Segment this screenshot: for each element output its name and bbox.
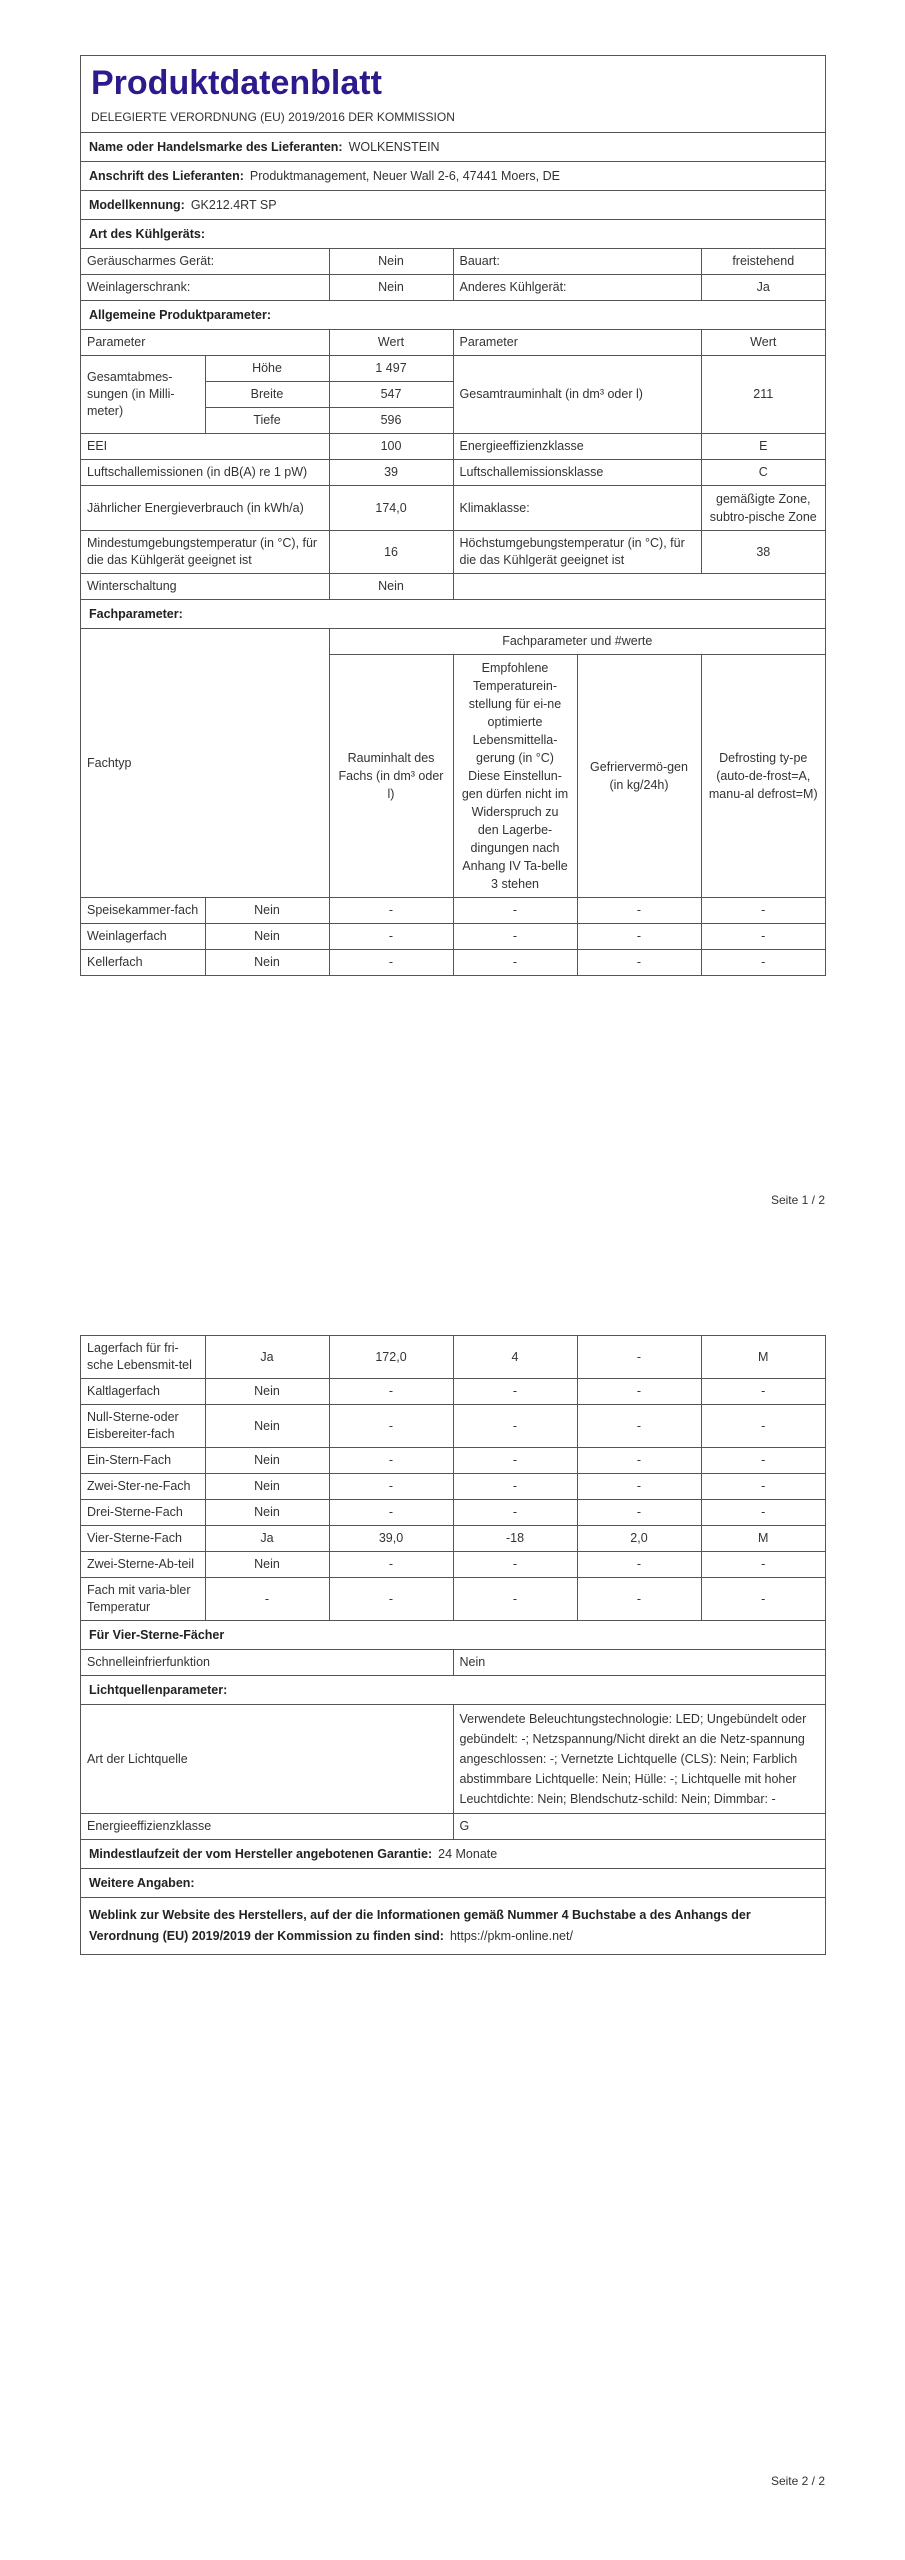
compartment-present: - (205, 1578, 329, 1621)
eei-value: 100 (329, 434, 453, 460)
compartment-present: Ja (205, 1526, 329, 1552)
winter-label: Winterschaltung (81, 574, 329, 600)
compartment-volume: - (329, 1578, 453, 1621)
supplier-address-row (81, 162, 825, 191)
width-label: Breite (205, 382, 329, 408)
compartment-freeze: - (577, 1448, 701, 1474)
four-star-table-wrap (81, 1650, 825, 1676)
compartment-defrost: - (701, 1448, 825, 1474)
table-row (81, 531, 825, 574)
table-row (81, 1552, 825, 1578)
table-row (81, 1405, 825, 1448)
dimensions-label: Gesamtabmes-sungen (in Milli-meter) (81, 356, 205, 434)
width-value: 547 (329, 382, 453, 408)
total-volume-label: Gesamtrauminhalt (in dm³ oder l) (453, 356, 701, 434)
light-class-value: G (453, 1814, 825, 1840)
consumption-label: Jährlicher Energieverbrauch (in kWh/a) (81, 486, 329, 531)
noise-value: 39 (329, 460, 453, 486)
compartment-defrost: - (701, 1474, 825, 1500)
compartment-name: Lagerfach für fri-sche Lebensmit-tel (81, 1336, 205, 1379)
compartment-defrost: - (701, 950, 825, 976)
compartment-present: Nein (205, 1474, 329, 1500)
compartment-temp: - (453, 924, 577, 950)
compartment-temp: - (453, 898, 577, 924)
table-row (81, 1448, 825, 1474)
compartment-defrost: - (701, 898, 825, 924)
supplier-brand-value: WOLKENSTEIN (348, 140, 440, 154)
compartment-defrost: - (701, 1578, 825, 1621)
compartment-temp: 4 (453, 1336, 577, 1379)
wine-cabinet-label: Weinlagerschrank: (81, 275, 329, 301)
compartment-volume: - (329, 1474, 453, 1500)
compartment-name: Kaltlagerfach (81, 1379, 205, 1405)
empty-cell (453, 574, 825, 600)
compartment-volume: - (329, 1448, 453, 1474)
quick-freeze-value: Nein (453, 1650, 825, 1675)
compartment-table-wrap (81, 629, 825, 975)
more-info-row (81, 1869, 825, 1898)
light-class-label: Energieeffizienzklasse (81, 1814, 453, 1840)
design-value: freistehend (701, 249, 825, 275)
compartment-present: Nein (205, 924, 329, 950)
general-params-section (81, 301, 825, 330)
compartment-name: Speisekammer-fach (81, 898, 205, 924)
compartment-freeze: - (577, 1500, 701, 1526)
consumption-value: 174,0 (329, 486, 453, 531)
table-row (81, 574, 825, 600)
noise-label: Luftschallemissionen (in dB(A) re 1 pW) (81, 460, 329, 486)
quick-freeze-label: Schnelleinfrierfunktion (81, 1650, 453, 1675)
weblink-row (81, 1898, 825, 1954)
model-row (81, 191, 825, 220)
more-info-label: Weitere Angaben: (89, 1876, 195, 1890)
model-value: GK212.4RT SP (190, 198, 277, 212)
table-row (81, 434, 825, 460)
compartment-params-section (81, 600, 825, 629)
compartment-defrost: - (701, 1552, 825, 1578)
light-section (81, 1676, 825, 1705)
noise-class-value: C (701, 460, 825, 486)
col-defrost-header: Defrosting ty-pe (auto-de-frost=A, manu-al defrost=M) (701, 655, 825, 898)
header-value-2: Wert (701, 330, 825, 356)
col-volume-header: Rauminhalt des Fachs (in dm³ oder l) (329, 655, 453, 898)
datasheet-page-1 (80, 55, 826, 976)
table-row (81, 898, 825, 924)
height-label: Höhe (205, 356, 329, 382)
compartment-defrost: - (701, 1405, 825, 1448)
compartment-volume: - (329, 898, 453, 924)
compartment-present: Nein (205, 898, 329, 924)
table-row (81, 249, 825, 275)
compartment-temp: -18 (453, 1526, 577, 1552)
compartment-freeze: - (577, 1552, 701, 1578)
table-row (81, 330, 825, 356)
four-star-table (81, 1650, 825, 1675)
compartment-present: Nein (205, 1448, 329, 1474)
noise-class-label: Luftschallemissionsklasse (453, 460, 701, 486)
regulation-subtitle: DELEGIERTE VERORDNUNG (EU) 2019/2016 DER KOMMISSION (91, 110, 455, 124)
col-temp-header: Empfohlene Temperaturein-stellung für ei-ne optimierte Lebensmittella-gerung (in °C) Diese Einstellun-gen dürfen nicht im Widerspruch zu den Lagerbe-dingungen nach Anhang IV Ta-belle 3 stehen (453, 655, 577, 898)
weblink-label: Weblink zur Website des Herstellers, auf der die Informationen gemäß Nummer 4 Buchstabe a des Anhangs der Verordnung (EU) 2019/2019 der Kommission zu finden sind: (89, 1908, 751, 1943)
header-parameter: Parameter (81, 330, 329, 356)
compartment-freeze: - (577, 1474, 701, 1500)
compartment-present: Nein (205, 1405, 329, 1448)
compartment-params-heading: Fachparameter: (89, 607, 183, 621)
quiet-device-value: Nein (329, 249, 453, 275)
compartment-name: Drei-Sterne-Fach (81, 1500, 205, 1526)
table-row (81, 1526, 825, 1552)
compartment-defrost: M (701, 1336, 825, 1379)
compartment-volume: - (329, 950, 453, 976)
climate-label: Klimaklasse: (453, 486, 701, 531)
title-block (81, 56, 825, 133)
light-type-label: Art der Lichtquelle (81, 1705, 453, 1814)
compartment-temp: - (453, 1500, 577, 1526)
weblink-value[interactable]: https://pkm-online.net/ (449, 1929, 573, 1943)
depth-label: Tiefe (205, 408, 329, 434)
compartment-volume: - (329, 924, 453, 950)
table-row (81, 1650, 825, 1675)
compartment-defrost: - (701, 1500, 825, 1526)
compartment-present: Nein (205, 1500, 329, 1526)
compartment-defrost: - (701, 924, 825, 950)
device-type-table-wrap (81, 249, 825, 301)
device-type-heading: Art des Kühlgeräts: (89, 227, 205, 241)
compartment-freeze: - (577, 924, 701, 950)
compartment-freeze: - (577, 1578, 701, 1621)
warranty-value: 24 Monate (438, 1847, 498, 1861)
table-row (81, 275, 825, 301)
compartment-temp: - (453, 950, 577, 976)
total-volume-value: 211 (701, 356, 825, 434)
supplier-address-label: Anschrift des Lieferanten: (89, 169, 244, 183)
table-row (81, 1814, 825, 1840)
max-temp-label: Höchstumgebungstemperatur (in °C), für die das Kühlgerät geeignet ist (453, 531, 701, 574)
other-device-label: Anderes Kühlgerät: (453, 275, 701, 301)
compartment-freeze: - (577, 1379, 701, 1405)
min-temp-label: Mindestumgebungstemperatur (in °C), für die das Kühlgerät geeignet ist (81, 531, 329, 574)
compartment-name: Vier-Sterne-Fach (81, 1526, 205, 1552)
climate-value: gemäßigte Zone, subtro-pische Zone (701, 486, 825, 531)
compartment-volume: - (329, 1552, 453, 1578)
table-row (81, 629, 825, 655)
compartment-freeze: 2,0 (577, 1526, 701, 1552)
compartment-name: Null-Sterne-oder Eisbereiter-fach (81, 1405, 205, 1448)
general-table-wrap (81, 330, 825, 600)
design-label: Bauart: (453, 249, 701, 275)
page-number-1: Seite 1 / 2 (770, 1193, 825, 1207)
energy-class-label: Energieeffizienzklasse (453, 434, 701, 460)
table-row (81, 924, 825, 950)
compartment-table-page1 (81, 629, 825, 975)
supplier-address-value: Produktmanagement, Neuer Wall 2-6, 47441 Moers, DE (249, 169, 560, 183)
light-type-value: Verwendete Beleuchtungstechnologie: LED; Ungebündelt oder gebündelt: -; Netzspannung/Nicht direkt an die Netz-spannung angeschlossen: -; Vernetzte Lichtquelle (CLS): Nein; Farblich abstimmbare Lichtquelle: Nein; Hülle: -; Lichtquelle mit hoher Leuchtdichte: Nein; Blendschutz-schild: Nein; Dimmbar: - (453, 1705, 825, 1814)
compartment-name: Fach mit varia-bler Temperatur (81, 1578, 205, 1621)
compartment-temp: - (453, 1578, 577, 1621)
compartment-freeze: - (577, 1336, 701, 1379)
compartment-freeze: - (577, 1405, 701, 1448)
compartment-temp: - (453, 1448, 577, 1474)
energy-class-value: E (701, 434, 825, 460)
table-row (81, 460, 825, 486)
table-row (81, 1474, 825, 1500)
device-type-table (81, 249, 825, 300)
compartment-volume: 172,0 (329, 1336, 453, 1379)
compartment-volume: - (329, 1500, 453, 1526)
supplier-brand-label: Name oder Handelsmarke des Lieferanten: (89, 140, 343, 154)
compartment-volume: 39,0 (329, 1526, 453, 1552)
table-row (81, 1578, 825, 1621)
header-parameter-2: Parameter (453, 330, 701, 356)
warranty-row (81, 1840, 825, 1869)
table-row (81, 1705, 825, 1814)
compartment-name: Zwei-Ster-ne-Fach (81, 1474, 205, 1500)
four-star-heading: Für Vier-Sterne-Fächer (89, 1628, 225, 1642)
table-row (81, 356, 825, 382)
table-row (81, 486, 825, 531)
depth-value: 596 (329, 408, 453, 434)
warranty-label: Mindestlaufzeit der vom Hersteller angebotenen Garantie: (89, 1847, 433, 1861)
height-value: 1 497 (329, 356, 453, 382)
compartment-name: Kellerfach (81, 950, 205, 976)
compartment-name: Zwei-Sterne-Ab-teil (81, 1552, 205, 1578)
fachparameter-group-header: Fachparameter und #werte (329, 629, 825, 655)
compartment-temp: - (453, 1552, 577, 1578)
compartment-name: Ein-Stern-Fach (81, 1448, 205, 1474)
light-table-wrap (81, 1705, 825, 1840)
compartment-defrost: - (701, 1379, 825, 1405)
compartment-present: Nein (205, 950, 329, 976)
max-temp-value: 38 (701, 531, 825, 574)
four-star-section (81, 1621, 825, 1650)
light-heading: Lichtquellenparameter: (89, 1683, 228, 1697)
supplier-brand-row (81, 133, 825, 162)
compartment-defrost: M (701, 1526, 825, 1552)
light-table (81, 1705, 825, 1839)
table-row (81, 950, 825, 976)
compartment-present: Nein (205, 1379, 329, 1405)
header-value: Wert (329, 330, 453, 356)
col-freeze-header: Gefriervermö-gen (in kg/24h) (577, 655, 701, 898)
compartment-name: Weinlagerfach (81, 924, 205, 950)
general-params-heading: Allgemeine Produktparameter: (89, 308, 271, 322)
compartment-table-wrap-2 (81, 1336, 825, 1621)
quiet-device-label: Geräuscharmes Gerät: (81, 249, 329, 275)
general-params-table (81, 330, 825, 599)
winter-value: Nein (329, 574, 453, 600)
table-row (81, 1336, 825, 1379)
fachtyp-label: Fachtyp (81, 629, 329, 898)
compartment-volume: - (329, 1379, 453, 1405)
device-type-section (81, 220, 825, 249)
table-row (81, 1379, 825, 1405)
compartment-temp: - (453, 1474, 577, 1500)
other-device-value: Ja (701, 275, 825, 301)
table-row (81, 1500, 825, 1526)
compartment-table-page2 (81, 1336, 825, 1620)
compartment-freeze: - (577, 950, 701, 976)
datasheet-page-2 (80, 1335, 826, 1955)
wine-cabinet-value: Nein (329, 275, 453, 301)
compartment-present: Ja (205, 1336, 329, 1379)
min-temp-value: 16 (329, 531, 453, 574)
compartment-present: Nein (205, 1552, 329, 1578)
compartment-temp: - (453, 1379, 577, 1405)
model-label: Modellkennung: (89, 198, 185, 212)
page-number-2: Seite 2 / 2 (770, 2474, 825, 2488)
compartment-volume: - (329, 1405, 453, 1448)
compartment-freeze: - (577, 898, 701, 924)
compartment-temp: - (453, 1405, 577, 1448)
eei-label: EEI (81, 434, 329, 460)
page-title: Produktdatenblatt (91, 64, 382, 102)
